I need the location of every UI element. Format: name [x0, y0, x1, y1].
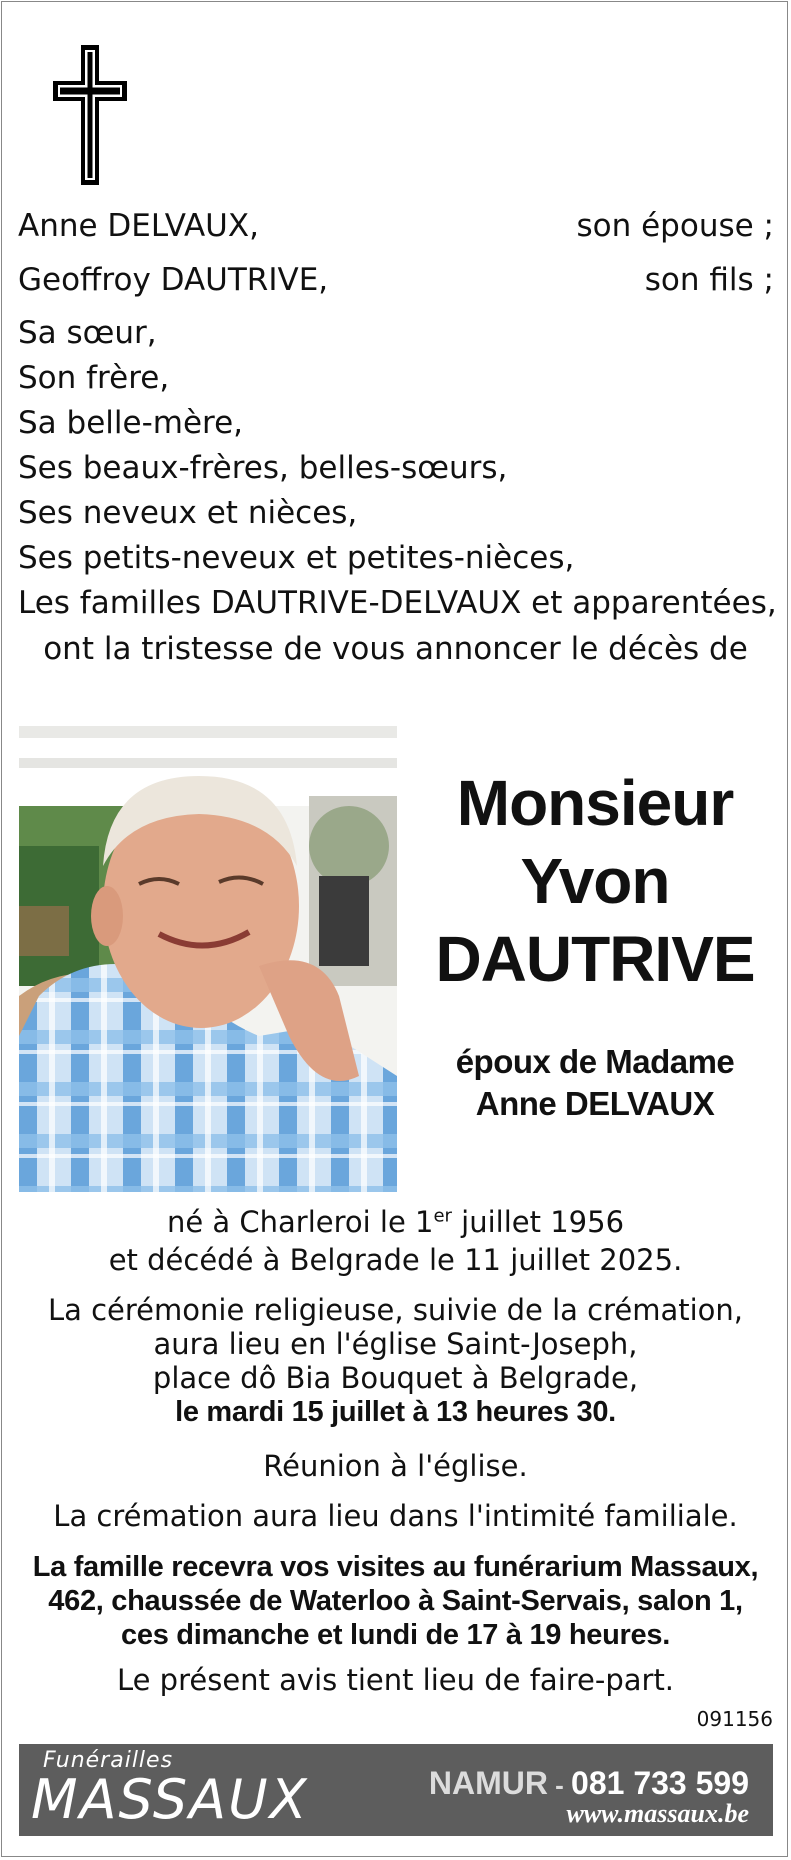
deceased-last-name: DAUTRIVE — [435, 923, 755, 995]
family-line: Ses petits-neveux et petites-nièces, — [18, 540, 575, 576]
funeral-home-banner — [19, 1744, 773, 1836]
notice-line: Le présent avis tient lieu de faire-part. — [116, 1663, 675, 1697]
ceremony-line: place dô Bia Bouquet à Belgrade, — [152, 1361, 639, 1395]
banner-city: NAMUR — [428, 1765, 548, 1801]
spouse-name: Anne DELVAUX, — [18, 208, 259, 244]
family-line: Son frère, — [18, 360, 170, 396]
banner-brand: MASSAUX — [31, 1768, 309, 1831]
spouse-line-2: Anne DELVAUX — [475, 1085, 715, 1122]
cremation-line: La crémation aura lieu dans l'intimité familiale. — [53, 1499, 738, 1533]
birth-superscript: er — [433, 1205, 452, 1227]
announcement: ont la tristesse de vous annoncer le décès de — [43, 631, 748, 667]
death-line: et décédé à Belgrade le 11 juillet 2025. — [108, 1243, 683, 1277]
son-name: Geoffroy DAUTRIVE, — [18, 262, 329, 298]
ceremony-line: aura lieu en l'église Saint-Joseph, — [153, 1327, 638, 1361]
cross-icon — [52, 44, 128, 186]
son-relation: son fils ; — [644, 262, 774, 298]
birth-text: né à Charleroi le 1 — [166, 1205, 434, 1239]
family-line: Les familles DAUTRIVE-DELVAUX et apparentées, — [18, 585, 777, 621]
banner-separator: - — [547, 1770, 572, 1800]
reference-number: 091156 — [696, 1707, 773, 1731]
ceremony-line: La cérémonie religieuse, suivie de la crémation, — [47, 1293, 744, 1327]
banner-tagline: Funérailles — [43, 1748, 174, 1773]
banner-website[interactable]: www.massaux.be — [566, 1799, 749, 1828]
birth-date: juillet 1956 — [451, 1205, 625, 1239]
deceased-title: Monsieur — [456, 767, 734, 839]
spouse-relation: son épouse ; — [576, 208, 774, 244]
family-line: Sa belle-mère, — [18, 405, 244, 441]
visit-line: 462, chaussée de Waterloo à Saint-Servais, salon 1, — [48, 1585, 743, 1617]
ceremony-time: le mardi 15 juillet à 13 heures 30. — [175, 1396, 616, 1428]
deceased-photo — [19, 696, 397, 1192]
family-line: Ses neveux et nièces, — [18, 495, 358, 531]
banner-phone — [429, 1766, 749, 1802]
spouse-line-1: époux de Madame — [455, 1043, 735, 1080]
family-row-spouse — [18, 205, 774, 247]
meeting-line: Réunion à l'église. — [263, 1449, 528, 1483]
banner-phone-number: 081 733 599 — [571, 1765, 749, 1801]
family-row-son — [18, 259, 774, 301]
visit-line: ces dimanche et lundi de 17 à 19 heures. — [121, 1619, 670, 1651]
family-line: Ses beaux-frères, belles-sœurs, — [18, 450, 508, 486]
birth-line — [0, 1206, 791, 1239]
deceased-first-name: Yvon — [520, 845, 670, 917]
family-line: Sa sœur, — [18, 315, 157, 351]
visit-line: La famille recevra vos visites au funérarium Massaux, — [32, 1551, 759, 1583]
